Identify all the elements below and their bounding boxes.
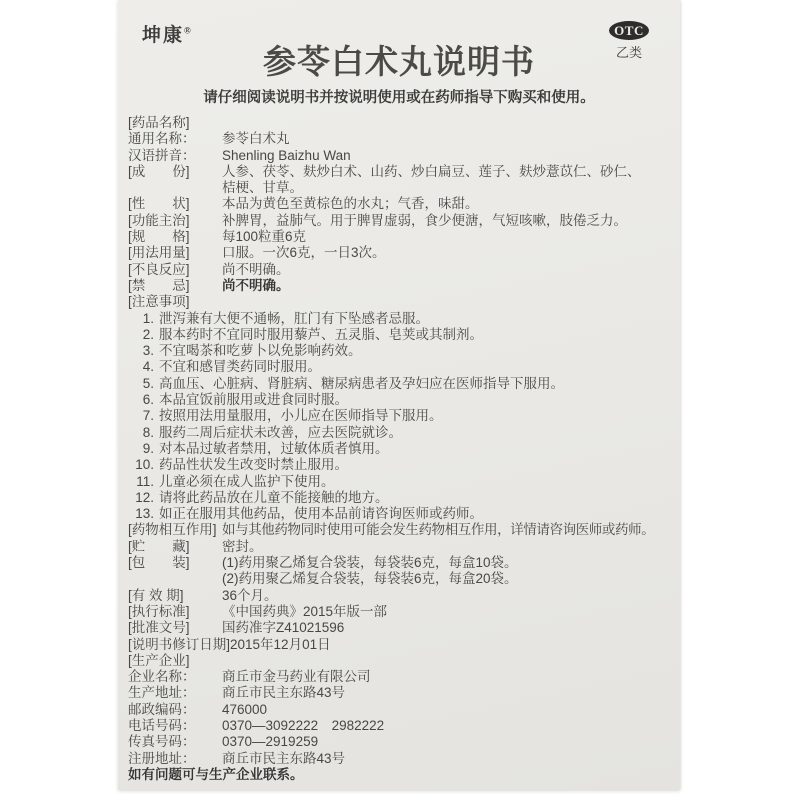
field-storage — [128, 539, 672, 555]
field-label: [执行标准] — [128, 603, 190, 619]
field-value: 476000 — [222, 701, 268, 717]
field-value: 国药准字Z41021596 — [222, 620, 345, 636]
field-ingredients-continued — [128, 180, 672, 196]
field-value: 如与其他药物同时使用可能会发生药物相互作用，详情请咨询医师或药师。 — [222, 522, 655, 538]
manufacturer-entry-phone — [128, 718, 672, 734]
item-text: 服本药时不宜同时服用藜芦、五灵脂、皂荚或其制剂。 — [159, 326, 483, 342]
item-number: 12. — [135, 489, 154, 505]
field-label: 邮政编码： — [128, 701, 196, 717]
precaution-item-12 — [128, 490, 672, 506]
field-label: 电话号码： — [128, 717, 196, 733]
precaution-item-13 — [128, 506, 672, 522]
field-label: 传真号码： — [128, 734, 196, 750]
field-value: 本品为黄色至黄棕色的水丸；气香，味甜。 — [222, 196, 479, 212]
manufacturer-entry-address — [128, 685, 672, 701]
item-text: 对本品过敏者禁用，过敏体质者慎用。 — [159, 440, 389, 456]
item-text: 服药二周后症状未改善，应去医院就诊。 — [159, 424, 402, 440]
item-number: 6. — [142, 392, 154, 408]
field-label: [成 份] — [128, 163, 190, 179]
field-contraindications — [128, 278, 672, 294]
item-text: 不宜喝茶和吃萝卜以免影响药效。 — [159, 343, 362, 359]
field-ingredients — [128, 164, 672, 180]
precaution-item-5 — [128, 376, 672, 392]
item-text: 请将此药品放在儿童不能接触的地方。 — [159, 489, 389, 505]
field-approval-number — [128, 620, 672, 636]
item-text: 儿童必须在成人监护下使用。 — [159, 473, 335, 489]
precaution-item-2 — [128, 327, 672, 343]
item-text: 如正在服用其他药品，使用本品前请咨询医师或药师。 — [159, 506, 483, 522]
field-value: 补脾胃，益肺气。用于脾胃虚弱，食少便溏，气短咳嗽，肢倦乏力。 — [222, 212, 627, 228]
item-number: 1. — [142, 310, 154, 326]
otc-oval-icon: OTC — [609, 21, 649, 40]
otc-category-label: 乙类 — [615, 45, 642, 60]
precaution-item-10 — [128, 457, 672, 473]
field-label: [药物相互作用] — [128, 522, 217, 538]
precaution-item-11 — [128, 474, 672, 490]
field-value: 商丘市民主东路43号 — [222, 750, 346, 766]
manufacturer-entry-registered-address — [128, 751, 672, 767]
item-text: 本品宜饭前服用或进食同时服。 — [159, 392, 348, 408]
field-packaging-continued — [128, 571, 672, 587]
field-label: [功能主治] — [128, 212, 190, 228]
field-label: [不良反应] — [128, 261, 190, 277]
leaflet-paper — [118, 0, 680, 790]
item-number: 11. — [136, 473, 154, 489]
field-indications — [128, 213, 672, 229]
manufacturer-entry-name — [128, 669, 672, 685]
field-label: 企业名称： — [128, 669, 196, 685]
item-text: 按照用法用量服用，小儿应在医师指导下服用。 — [159, 408, 443, 424]
field-label: [有 效 期] — [128, 587, 184, 603]
item-text: 药品性状发生改变时禁止服用。 — [159, 457, 348, 473]
field-revision-date — [128, 637, 672, 653]
item-number: 5. — [142, 375, 154, 391]
field-value: 每100粒重6克 — [222, 229, 307, 245]
field-value: 口服。一次6克，一日3次。 — [222, 245, 386, 261]
precaution-item-6 — [128, 392, 672, 408]
field-adverse-reactions — [128, 262, 672, 278]
field-value: 参苓白术丸 — [222, 131, 290, 147]
field-properties — [128, 196, 672, 212]
precaution-item-1 — [128, 311, 672, 327]
field-value: (1)药用聚乙烯复合袋装，每袋装6克，每盒10袋。 — [222, 555, 518, 571]
field-label: [包 装] — [128, 555, 190, 571]
field-value: 商丘市民主东路43号 — [222, 685, 346, 701]
field-value: 0370—2919259 — [222, 734, 319, 750]
item-number: 9. — [142, 440, 154, 456]
precaution-item-7 — [128, 408, 672, 424]
field-label: 汉语拼音： — [128, 147, 196, 163]
field-label: [注意事项] — [128, 294, 190, 310]
item-text: 不宜和感冒类药同时服用。 — [159, 359, 321, 375]
field-validity — [128, 588, 672, 604]
field-pinyin — [128, 148, 672, 164]
field-label: [批准文号] — [128, 620, 190, 636]
read-carefully-notice: 请仔细阅读说明书并按说明使用或在药师指导下购买和使用。 — [203, 90, 595, 106]
field-value: 商丘市金马药业有限公司 — [222, 669, 371, 685]
item-number: 13. — [135, 506, 154, 522]
field-label: [禁 忌] — [128, 277, 190, 293]
field-label: [说明书修订日期] — [128, 636, 231, 652]
field-value: 尚不明确。 — [222, 261, 290, 277]
field-value: 2015年12月01日 — [230, 636, 331, 652]
item-number: 3. — [142, 343, 154, 359]
item-number: 10. — [135, 457, 154, 473]
field-dosage — [128, 245, 672, 261]
field-drug-name-header — [128, 115, 672, 131]
field-manufacturer-header — [128, 653, 672, 669]
field-value: 《中国药典》2015年版一部 — [222, 603, 388, 619]
field-value: Shenling Baizhu Wan — [222, 147, 351, 163]
brand-name: 坤康 — [142, 25, 185, 46]
precaution-item-4 — [128, 359, 672, 375]
field-label: [药品名称] — [128, 115, 190, 130]
leaflet-body — [118, 115, 680, 783]
field-value: (2)药用聚乙烯复合袋装，每袋装6克，每盒20袋。 — [222, 571, 518, 587]
item-number: 4. — [142, 359, 154, 375]
brand-logo — [142, 20, 191, 47]
field-value: 36个月。 — [222, 587, 278, 603]
precaution-item-3 — [128, 343, 672, 359]
field-label: [性 状] — [128, 196, 190, 212]
field-label: 生产地址： — [128, 685, 196, 701]
field-label: 注册地址： — [128, 750, 196, 766]
field-value: 尚不明确。 — [222, 277, 290, 293]
item-number: 7. — [142, 408, 154, 424]
field-specification — [128, 229, 672, 245]
precaution-item-8 — [128, 425, 672, 441]
item-text: 泄泻兼有大便不通畅，肛门有下坠感者忌服。 — [159, 310, 429, 326]
registered-trademark-icon: ® — [184, 25, 191, 36]
otc-badge — [608, 21, 650, 61]
field-value: 0370—3092222 2982222 — [222, 717, 385, 733]
item-number: 8. — [142, 424, 154, 440]
field-standard — [128, 604, 672, 620]
field-precautions-header — [128, 294, 672, 310]
field-value: 人参、茯苓、麸炒白术、山药、炒白扁豆、莲子、麸炒薏苡仁、砂仁、 — [222, 163, 641, 179]
field-generic-name — [128, 131, 672, 147]
contact-footer-text: 如有问题可与生产企业联系。 — [128, 766, 304, 782]
field-packaging — [128, 555, 672, 571]
page-title: 参苓白术丸说明书 — [263, 45, 535, 81]
contact-footer — [128, 767, 672, 783]
field-label: 通用名称： — [128, 131, 196, 147]
item-number: 2. — [142, 326, 154, 342]
field-label: [用法用量] — [128, 245, 190, 261]
manufacturer-entry-postcode — [128, 702, 672, 718]
manufacturer-entry-fax — [128, 734, 672, 750]
precaution-item-9 — [128, 441, 672, 457]
field-label: [贮 藏] — [128, 538, 190, 554]
field-value: 密封。 — [222, 538, 263, 554]
item-text: 高血压、心脏病、肾脏病、糖尿病患者及孕妇应在医师指导下服用。 — [159, 375, 564, 391]
field-drug-interactions — [128, 522, 672, 538]
field-value: 桔梗、甘草。 — [222, 180, 303, 196]
field-label: [规 格] — [128, 229, 190, 245]
field-label: [生产企业] — [128, 652, 190, 668]
